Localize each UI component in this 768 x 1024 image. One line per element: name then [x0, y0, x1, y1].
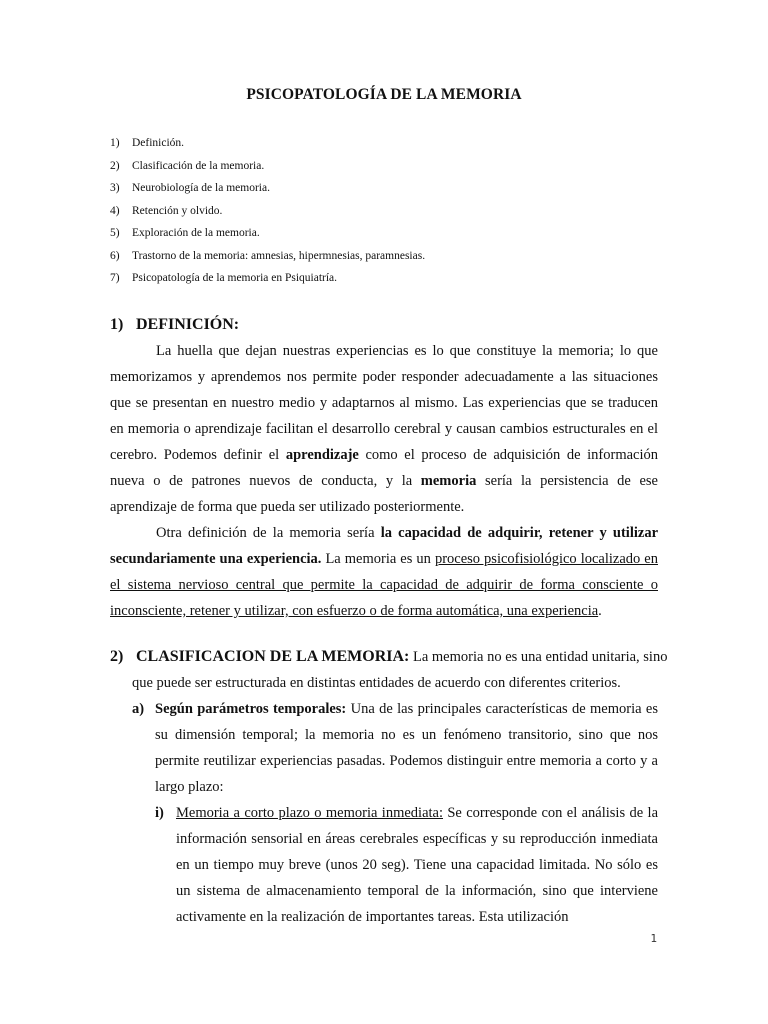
section-intro-first-line: La memoria no es una entidad unitaria, sino	[409, 649, 668, 665]
section-1-body	[110, 338, 658, 624]
bold-definition: la capacidad de adquirir, retener y utilizar secundariamente una experiencia.	[110, 525, 659, 567]
bold-term-memoria: memoria	[420, 473, 477, 489]
section-2-heading	[110, 648, 667, 666]
toc-item	[110, 271, 425, 294]
text-run: Una de las principales características de memoria es su dimensión temporal; la memoria no es un fenómeno transitorio, sino que nos permite reutilizar experiencias pasadas. Podemos distinguir entre memoria a corto y a largo plazo:	[155, 701, 658, 795]
toc-number: 5)	[110, 227, 120, 239]
table-of-contents	[110, 136, 425, 294]
toc-text: Definición.	[132, 137, 185, 149]
document-title: PSICOPATOLOGÍA DE LA MEMORIA	[246, 86, 522, 103]
underlined-definition: proceso psicofisiológico localizado en el sistema nervioso central que permite la capacidad de adquirir de forma consciente o inconsciente, retener y utilizar, con esfuerzo o de forma automática, una experiencia	[110, 551, 658, 619]
toc-number: 7)	[110, 272, 120, 284]
toc-item	[110, 249, 425, 272]
toc-item	[110, 226, 425, 249]
section-title: DEFINICIÓN:	[136, 316, 240, 333]
toc-text: Retención y olvido.	[132, 204, 223, 217]
section-2-intro	[132, 670, 658, 696]
toc-number: 2)	[110, 159, 120, 172]
section-number: 2)	[110, 648, 124, 665]
definition-paragraph-2	[110, 520, 658, 624]
toc-text: Exploración de la memoria.	[132, 227, 260, 239]
text-run: La huella que dejan nuestras experiencias es lo que constituye la memoria; lo que memorizamos y aprendemos nos permite poder responder adecuadamente a las situaciones que se presentan en nuestro medio y adaptarnos al mismo. Las experiencias que se traducen en memoria o aprendizaje facilitan el desarrollo cerebral y causan cambios estructurales en el cerebro. Podemos definir el	[110, 343, 658, 463]
toc-text: Trastorno de la memoria: amnesias, hipermnesias, paramnesias.	[132, 249, 426, 262]
subsection-label: a)	[132, 701, 145, 717]
text-run: .	[598, 603, 602, 619]
toc-item	[110, 204, 425, 227]
section-title: CLASIFICACION DE LA MEMORIA:	[136, 648, 410, 665]
text-run: La memoria es un	[321, 551, 435, 567]
intro-continuation: que puede ser estructurada en distintas entidades de acuerdo con diferentes criterios.	[132, 675, 621, 691]
toc-item	[110, 136, 425, 159]
bold-term-aprendizaje: aprendizaje	[285, 447, 359, 463]
toc-text: Neurobiología de la memoria.	[132, 182, 270, 194]
subsection-i-text	[176, 800, 658, 930]
toc-number: 6)	[110, 249, 120, 262]
subsection-a-text	[155, 696, 658, 800]
toc-text: Clasificación de la memoria.	[132, 159, 265, 172]
subsection-label: i)	[155, 805, 164, 821]
toc-item	[110, 181, 425, 204]
section-number: 1)	[110, 316, 124, 333]
page-number: 1	[650, 932, 657, 945]
definition-paragraph-1	[110, 338, 658, 520]
subsection-a	[132, 696, 658, 800]
text-run: como el proceso de adquisición de información nueva o de patrones nuevos de conducta, y la	[110, 447, 658, 489]
underlined-heading: Memoria a corto plazo o memoria inmediata:	[176, 805, 443, 821]
text-run: Se corresponde con el análisis de la información sensorial en áreas cerebrales específicas y su reproducción inmediata en un tiempo muy breve (unos 20 seg). Tiene una capacidad limitada. No sólo es un sistema de almacenamiento temporal de la información, sino que interviene activamente en la realización de importantes tareas. Esta utilización	[176, 805, 659, 925]
toc-text: Psicopatología de la memoria en Psiquiatría.	[132, 272, 338, 284]
toc-number: 4)	[110, 204, 120, 217]
toc-number: 3)	[110, 182, 120, 194]
text-run: sería la persistencia de ese aprendizaje de forma que pueda ser utilizado posteriormente.	[110, 473, 658, 515]
toc-item	[110, 159, 425, 182]
subsection-heading: Según parámetros temporales:	[155, 701, 347, 717]
toc-number: 1)	[110, 137, 120, 149]
text-run: Otra definición de la memoria sería	[156, 525, 381, 541]
subsection-i	[155, 800, 658, 930]
section-1-heading	[110, 316, 239, 334]
